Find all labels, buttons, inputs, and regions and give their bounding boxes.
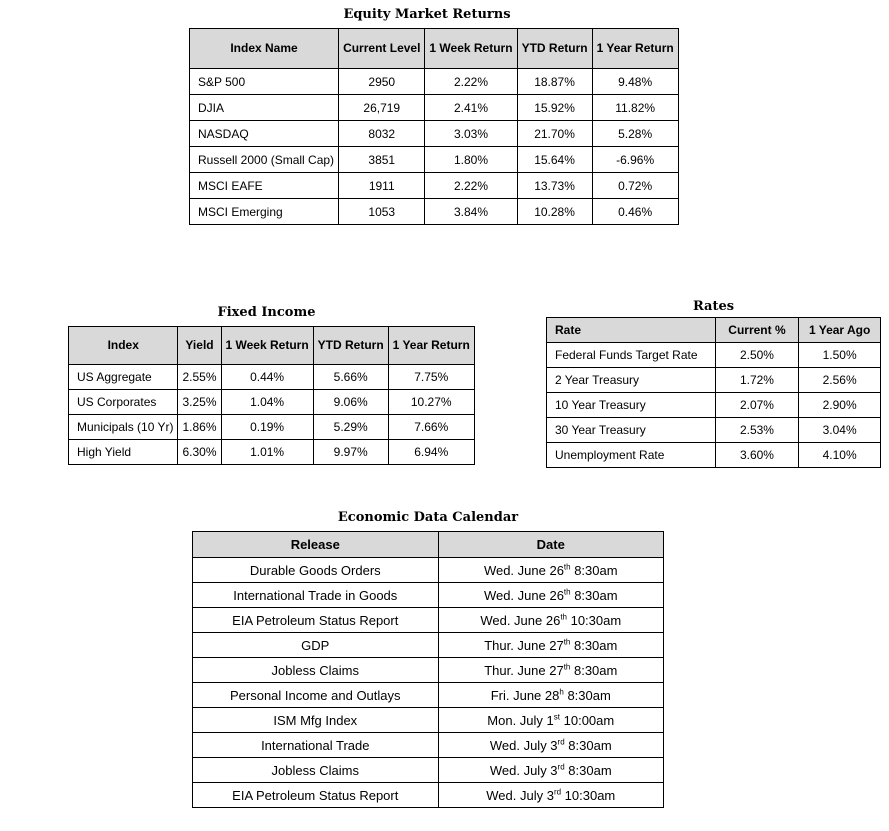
row-label: DJIA bbox=[190, 95, 339, 121]
table-row bbox=[193, 658, 664, 683]
time-text: 8:30am bbox=[570, 587, 618, 603]
table-cell: 1.01% bbox=[221, 440, 313, 465]
date-text: Thur. June 27 bbox=[484, 662, 564, 678]
column-header: Date bbox=[438, 532, 663, 558]
table-cell: 2.50% bbox=[715, 343, 799, 368]
column-header: Rate bbox=[547, 318, 716, 343]
table-cell: 2.07% bbox=[715, 393, 799, 418]
date-text: Wed. July 3 bbox=[489, 762, 558, 778]
table-cell: 10.27% bbox=[388, 390, 474, 415]
date-suffix: h bbox=[559, 687, 564, 697]
table-cell: 4.10% bbox=[799, 443, 881, 468]
release-date bbox=[438, 658, 663, 683]
release-name: Personal Income and Outlays bbox=[193, 683, 439, 708]
table-cell: 0.19% bbox=[221, 415, 313, 440]
table-row bbox=[547, 443, 881, 468]
fixed-income-table bbox=[68, 326, 475, 465]
column-header: Index bbox=[69, 327, 178, 365]
table-row bbox=[193, 633, 664, 658]
release-name: EIA Petroleum Status Report bbox=[193, 608, 439, 633]
release-date bbox=[438, 758, 663, 783]
table-cell: 3.03% bbox=[425, 121, 517, 147]
release-name: International Trade bbox=[193, 733, 439, 758]
table-cell: 1.80% bbox=[425, 147, 517, 173]
table-cell: 2.53% bbox=[715, 418, 799, 443]
release-name: ISM Mfg Index bbox=[193, 708, 439, 733]
table-cell: 5.29% bbox=[313, 415, 388, 440]
time-text: 8:30am bbox=[564, 762, 612, 778]
column-header: 1 Year Return bbox=[592, 29, 678, 69]
table-header-row bbox=[193, 532, 664, 558]
date-suffix: th bbox=[563, 587, 571, 597]
date-text: Wed. June 26 bbox=[483, 587, 564, 603]
column-header: Current % bbox=[715, 318, 799, 343]
table-cell: 6.30% bbox=[178, 440, 221, 465]
date-suffix: th bbox=[563, 662, 571, 672]
table-row bbox=[69, 365, 475, 390]
date-text: Wed. June 26 bbox=[480, 612, 561, 628]
table-cell: 21.70% bbox=[517, 121, 592, 147]
table-header-row bbox=[190, 29, 679, 69]
date-suffix: th bbox=[563, 562, 571, 572]
table-cell: 6.94% bbox=[388, 440, 474, 465]
table-row bbox=[193, 683, 664, 708]
table-cell: 0.46% bbox=[592, 199, 678, 225]
row-label: Municipals (10 Yr) bbox=[69, 415, 178, 440]
table-cell: 1.72% bbox=[715, 368, 799, 393]
row-label: Russell 2000 (Small Cap) bbox=[190, 147, 339, 173]
row-label: High Yield bbox=[69, 440, 178, 465]
column-header: YTD Return bbox=[313, 327, 388, 365]
date-text: Wed. June 26 bbox=[483, 562, 564, 578]
table-cell: 3.60% bbox=[715, 443, 799, 468]
table-row bbox=[193, 608, 664, 633]
table-cell: 1911 bbox=[339, 173, 425, 199]
table-row bbox=[190, 95, 679, 121]
table-row bbox=[190, 199, 679, 225]
release-date bbox=[438, 733, 663, 758]
table-row bbox=[547, 418, 881, 443]
table-cell: 5.28% bbox=[592, 121, 678, 147]
date-text: Fri. June 28 bbox=[490, 687, 560, 703]
release-name: Jobless Claims bbox=[193, 758, 439, 783]
time-text: 8:30am bbox=[570, 562, 618, 578]
column-header: 1 Week Return bbox=[221, 327, 313, 365]
equity-returns-table bbox=[189, 28, 679, 225]
time-text: 10:00am bbox=[560, 712, 615, 728]
table-row bbox=[547, 343, 881, 368]
table-cell: 3.84% bbox=[425, 199, 517, 225]
table-cell: 1.86% bbox=[178, 415, 221, 440]
table-cell: 2.55% bbox=[178, 365, 221, 390]
table-row bbox=[547, 368, 881, 393]
time-text: 8:30am bbox=[570, 637, 618, 653]
time-text: 10:30am bbox=[566, 612, 622, 628]
table-row bbox=[69, 440, 475, 465]
table-cell: 7.75% bbox=[388, 365, 474, 390]
table-row bbox=[193, 708, 664, 733]
table-row bbox=[193, 758, 664, 783]
date-suffix: rd bbox=[557, 737, 565, 747]
date-suffix: rd bbox=[557, 762, 565, 772]
release-name: GDP bbox=[193, 633, 439, 658]
time-text: 8:30am bbox=[563, 687, 611, 703]
table-row bbox=[190, 147, 679, 173]
table-cell: 2.22% bbox=[425, 69, 517, 95]
table-cell: 18.87% bbox=[517, 69, 592, 95]
release-date bbox=[438, 683, 663, 708]
release-date bbox=[438, 558, 663, 583]
table-cell: 0.44% bbox=[221, 365, 313, 390]
column-header: 1 Year Return bbox=[388, 327, 474, 365]
table-cell: 2950 bbox=[339, 69, 425, 95]
table-cell: 9.06% bbox=[313, 390, 388, 415]
table-row bbox=[193, 558, 664, 583]
time-text: 8:30am bbox=[564, 737, 612, 753]
table-cell: 11.82% bbox=[592, 95, 678, 121]
table-cell: 3851 bbox=[339, 147, 425, 173]
table-row bbox=[193, 733, 664, 758]
date-suffix: rd bbox=[553, 787, 562, 797]
release-name: Durable Goods Orders bbox=[193, 558, 439, 583]
row-label: US Corporates bbox=[69, 390, 178, 415]
release-date bbox=[438, 783, 663, 808]
release-date bbox=[438, 633, 663, 658]
column-header: 1 Week Return bbox=[425, 29, 517, 69]
table-header-row bbox=[547, 318, 881, 343]
release-name: Jobless Claims bbox=[193, 658, 439, 683]
table-cell: 1.50% bbox=[799, 343, 881, 368]
table-cell: 10.28% bbox=[517, 199, 592, 225]
table-cell: 7.66% bbox=[388, 415, 474, 440]
time-text: 10:30am bbox=[561, 787, 616, 803]
table-row bbox=[193, 583, 664, 608]
date-suffix: th bbox=[560, 612, 567, 622]
table-cell: 2.56% bbox=[799, 368, 881, 393]
table-cell: 2.22% bbox=[425, 173, 517, 199]
row-label: MSCI EAFE bbox=[190, 173, 339, 199]
table-cell: 15.64% bbox=[517, 147, 592, 173]
column-header: 1 Year Ago bbox=[799, 318, 881, 343]
table-cell: 13.73% bbox=[517, 173, 592, 199]
release-date bbox=[438, 583, 663, 608]
table-cell: -6.96% bbox=[592, 147, 678, 173]
table-header-row bbox=[69, 327, 475, 365]
table-cell: 5.66% bbox=[313, 365, 388, 390]
column-header: Release bbox=[193, 532, 439, 558]
econ-title: Economic Data Calendar bbox=[337, 510, 519, 525]
table-cell: 3.25% bbox=[178, 390, 221, 415]
rates-table bbox=[546, 317, 881, 468]
table-row bbox=[190, 173, 679, 199]
table-cell: 1.04% bbox=[221, 390, 313, 415]
date-text: Mon. July 1 bbox=[487, 712, 554, 728]
table-cell: 3.04% bbox=[799, 418, 881, 443]
row-label: Federal Funds Target Rate bbox=[547, 343, 716, 368]
column-header: Index Name bbox=[190, 29, 339, 69]
row-label: NASDAQ bbox=[190, 121, 339, 147]
table-cell: 9.97% bbox=[313, 440, 388, 465]
table-row bbox=[190, 69, 679, 95]
rates-title: Rates bbox=[692, 299, 735, 314]
release-date bbox=[438, 608, 663, 633]
table-row bbox=[193, 783, 664, 808]
table-cell: 15.92% bbox=[517, 95, 592, 121]
table-cell: 8032 bbox=[339, 121, 425, 147]
column-header: YTD Return bbox=[517, 29, 592, 69]
row-label: MSCI Emerging bbox=[190, 199, 339, 225]
table-row bbox=[547, 393, 881, 418]
table-row bbox=[190, 121, 679, 147]
row-label: 30 Year Treasury bbox=[547, 418, 716, 443]
table-cell: 2.41% bbox=[425, 95, 517, 121]
row-label: S&P 500 bbox=[190, 69, 339, 95]
time-text: 8:30am bbox=[570, 662, 618, 678]
column-header: Current Level bbox=[339, 29, 425, 69]
table-cell: 26,719 bbox=[339, 95, 425, 121]
table-cell: 1053 bbox=[339, 199, 425, 225]
table-cell: 2.90% bbox=[799, 393, 881, 418]
row-label: US Aggregate bbox=[69, 365, 178, 390]
release-name: International Trade in Goods bbox=[193, 583, 439, 608]
date-suffix: st bbox=[553, 712, 561, 722]
table-cell: 0.72% bbox=[592, 173, 678, 199]
date-text: Thur. June 27 bbox=[484, 637, 564, 653]
economic-calendar-table bbox=[192, 531, 664, 808]
equity-title: Equity Market Returns bbox=[343, 7, 511, 22]
row-label: Unemployment Rate bbox=[547, 443, 716, 468]
column-header: Yield bbox=[178, 327, 221, 365]
table-cell: 9.48% bbox=[592, 69, 678, 95]
date-suffix: th bbox=[563, 637, 571, 647]
date-text: Wed. July 3 bbox=[486, 787, 554, 803]
release-name: EIA Petroleum Status Report bbox=[193, 783, 439, 808]
table-row bbox=[69, 390, 475, 415]
date-text: Wed. July 3 bbox=[489, 737, 558, 753]
row-label: 10 Year Treasury bbox=[547, 393, 716, 418]
table-row bbox=[69, 415, 475, 440]
release-date bbox=[438, 708, 663, 733]
fixed-income-title: Fixed Income bbox=[217, 305, 316, 320]
row-label: 2 Year Treasury bbox=[547, 368, 716, 393]
